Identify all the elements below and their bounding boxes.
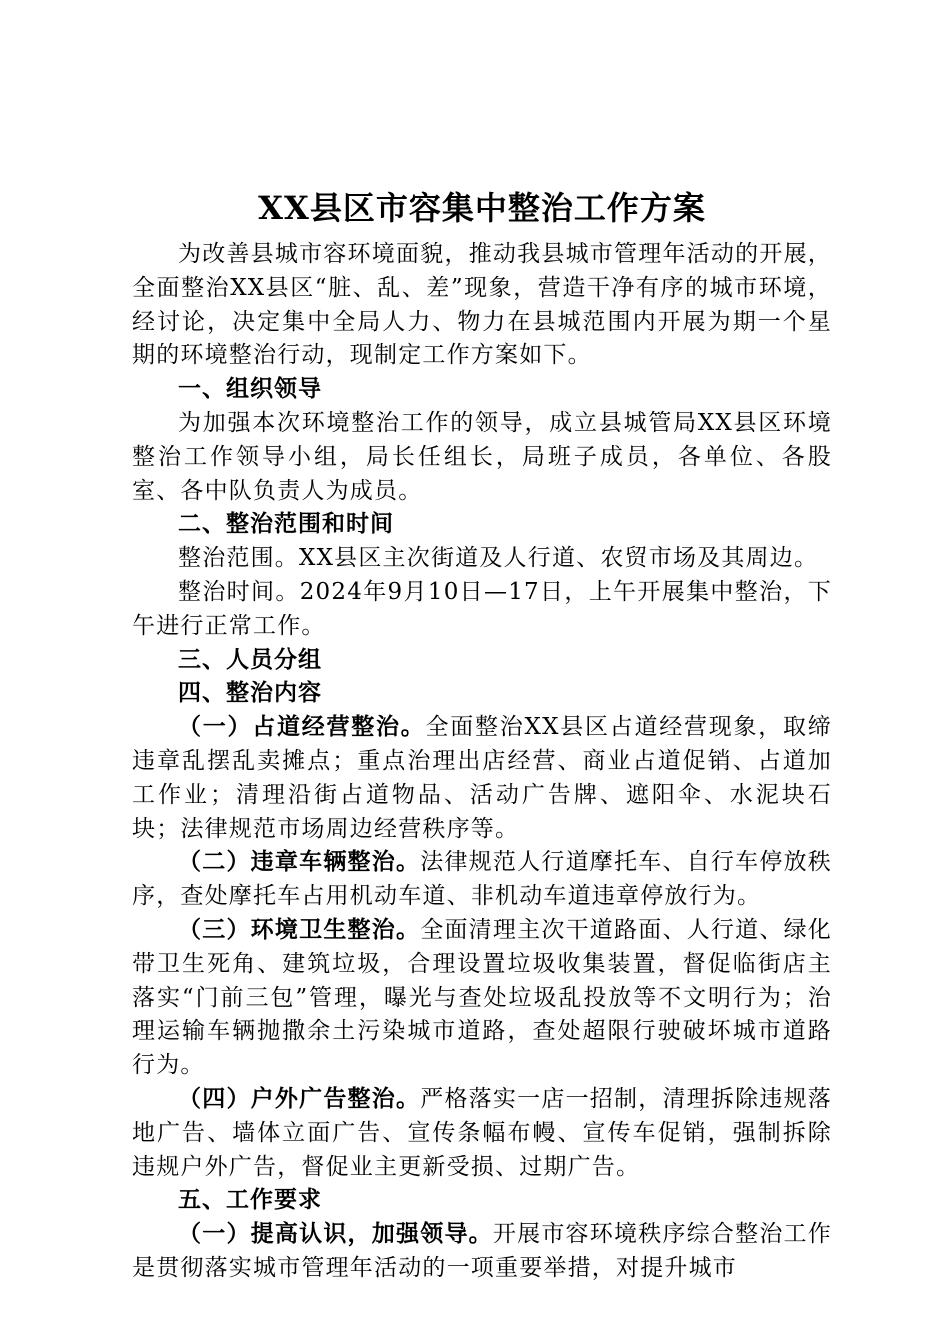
scope-paragraph: 整治范围。XX县区主次街道及人行道、农贸市场及其周边。 (178, 545, 819, 572)
section-heading-organization: 一、组织领导 (178, 376, 322, 403)
content-item-3 (132, 914, 832, 1083)
content-item-4-text: 严格落实一店一招制，清理拆除违规落地广告、墙体立面广告、宣传条幅布幔、宣传车促销，强制拆除违规户外广告，督促业主更新受损、过期广告。 (132, 1085, 832, 1180)
organization-paragraph: 为加强本次环境整治工作的领导，成立县城管局XX县区环境整治工作领导小组，局长任组长，局班子成员，各单位、各股室、各中队负责人为成员。 (132, 409, 832, 504)
content-item-1 (132, 711, 832, 846)
content-item-2-lead: （二）违章车辆整治。 (178, 849, 421, 876)
content-item-4 (132, 1083, 832, 1184)
document-page (132, 184, 832, 1286)
content-item-2-text: 法律规范人行道摩托车、自行车停放秩序，查处摩托车占用机动车道、非机动车道违章停放行为。 (132, 849, 832, 910)
section-heading-content: 四、整治内容 (178, 680, 322, 707)
section-heading-staff-groups: 三、人员分组 (178, 646, 322, 673)
content-item-4-lead: （四）户外广告整治。 (178, 1085, 421, 1112)
content-item-1-text: 全面整治XX县区占道经营现象，取缔违章乱摆乱卖摊点；重点治理出店经营、商业占道促销、占道加工作业；清理沿街占道物品、活动广告牌、遮阳伞、水泥块石块；法律规范市场周边经营秩序等。 (132, 714, 833, 842)
content-item-1-lead: （一）占道经营整治。 (178, 714, 426, 741)
content-item-2 (132, 846, 832, 914)
section-heading-scope-time: 二、整治范围和时间 (178, 511, 394, 538)
section-heading-requirements: 五、工作要求 (178, 1187, 322, 1214)
requirement-item-1-lead: （一）提高认识，加强领导。 (178, 1221, 493, 1248)
document-title: XX县区市容集中整治工作方案 (258, 189, 706, 227)
time-paragraph: 整治时间。2024年9月10日—17日，上午开展集中整治，下午进行正常工作。 (132, 578, 832, 639)
requirement-item-1-text: 开展市容环境秩序综合整治工作是贯彻落实城市管理年活动的一项重要举措，对提升城市 (132, 1221, 832, 1281)
content-item-3-text: 全面清理主次干道路面、人行道、绿化带卫生死角、建筑垃圾，合理设置垃圾收集装置，督促临街店主落实“门前三包”管理，曝光与查处垃圾乱投放等不文明行为；治理运输车辆抛撒余土污染城市道路，查处超限行驶破坏城市道路行为。 (132, 916, 832, 1079)
intro-paragraph: 为改善县城市容环境面貌，推动我县城市管理年活动的开展，全面整治XX县区“脏、乱、差”现象，营造干净有序的城市环境，经讨论，决定集中全局人力、物力在县城范围内开展为期一个星期的环境整治行动，现制定工作方案如下。 (132, 241, 832, 369)
requirement-item-1 (132, 1218, 832, 1286)
content-item-3-lead: （三）环境卫生整治。 (178, 916, 421, 943)
